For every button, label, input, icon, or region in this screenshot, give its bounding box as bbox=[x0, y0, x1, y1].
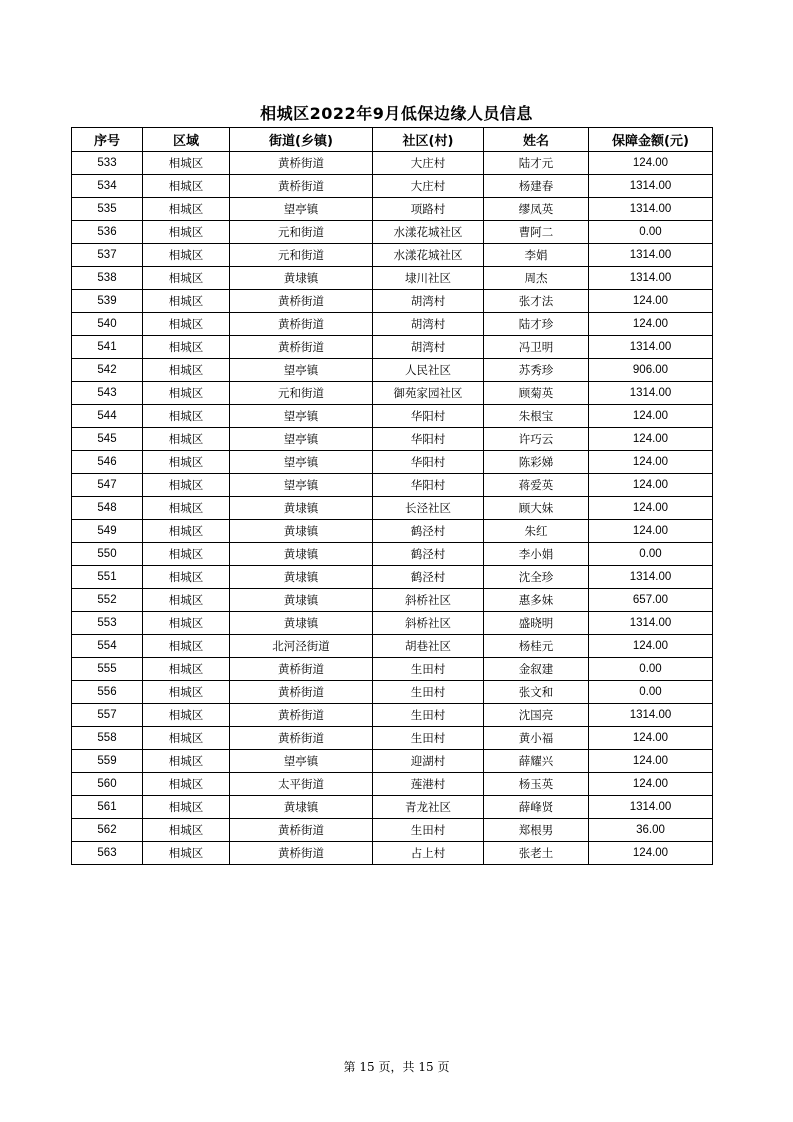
cell-index: 535 bbox=[72, 198, 143, 221]
cell-index: 540 bbox=[72, 313, 143, 336]
cell-street: 黄埭镇 bbox=[230, 267, 373, 290]
cell-district: 相城区 bbox=[143, 658, 230, 681]
cell-amount: 124.00 bbox=[589, 635, 713, 658]
cell-name: 盛晓明 bbox=[484, 612, 589, 635]
cell-index: 539 bbox=[72, 290, 143, 313]
column-header-street: 街道(乡镇) bbox=[230, 128, 373, 152]
cell-street: 黄埭镇 bbox=[230, 612, 373, 635]
cell-street: 黄桥街道 bbox=[230, 727, 373, 750]
cell-community: 御苑家园社区 bbox=[373, 382, 484, 405]
cell-community: 华阳村 bbox=[373, 474, 484, 497]
cell-index: 553 bbox=[72, 612, 143, 635]
cell-index: 545 bbox=[72, 428, 143, 451]
cell-name: 金叙建 bbox=[484, 658, 589, 681]
cell-index: 546 bbox=[72, 451, 143, 474]
cell-index: 554 bbox=[72, 635, 143, 658]
cell-street: 黄埭镇 bbox=[230, 796, 373, 819]
table-row bbox=[72, 727, 713, 750]
cell-street: 黄桥街道 bbox=[230, 681, 373, 704]
cell-community: 占上村 bbox=[373, 842, 484, 865]
cell-district: 相城区 bbox=[143, 198, 230, 221]
cell-amount: 1314.00 bbox=[589, 267, 713, 290]
cell-district: 相城区 bbox=[143, 612, 230, 635]
cell-amount: 124.00 bbox=[589, 750, 713, 773]
table-header-row bbox=[72, 128, 713, 152]
cell-community: 华阳村 bbox=[373, 428, 484, 451]
cell-community: 人民社区 bbox=[373, 359, 484, 382]
cell-street: 黄埭镇 bbox=[230, 566, 373, 589]
cell-name: 朱红 bbox=[484, 520, 589, 543]
cell-district: 相城区 bbox=[143, 589, 230, 612]
cell-index: 558 bbox=[72, 727, 143, 750]
cell-index: 549 bbox=[72, 520, 143, 543]
cell-name: 李娟 bbox=[484, 244, 589, 267]
cell-district: 相城区 bbox=[143, 796, 230, 819]
cell-name: 郑根男 bbox=[484, 819, 589, 842]
cell-community: 水漾花城社区 bbox=[373, 244, 484, 267]
table-row bbox=[72, 750, 713, 773]
cell-name: 冯卫明 bbox=[484, 336, 589, 359]
cell-district: 相城区 bbox=[143, 290, 230, 313]
cell-amount: 124.00 bbox=[589, 727, 713, 750]
cell-name: 许巧云 bbox=[484, 428, 589, 451]
cell-name: 杨桂元 bbox=[484, 635, 589, 658]
cell-district: 相城区 bbox=[143, 267, 230, 290]
cell-name: 缪凤英 bbox=[484, 198, 589, 221]
cell-amount: 906.00 bbox=[589, 359, 713, 382]
cell-index: 559 bbox=[72, 750, 143, 773]
cell-street: 太平街道 bbox=[230, 773, 373, 796]
footer-page-number: 15 bbox=[359, 1060, 375, 1074]
cell-community: 迎湖村 bbox=[373, 750, 484, 773]
cell-index: 555 bbox=[72, 658, 143, 681]
cell-index: 536 bbox=[72, 221, 143, 244]
cell-district: 相城区 bbox=[143, 221, 230, 244]
cell-amount: 124.00 bbox=[589, 474, 713, 497]
cell-amount: 657.00 bbox=[589, 589, 713, 612]
cell-name: 张才法 bbox=[484, 290, 589, 313]
cell-community: 项路村 bbox=[373, 198, 484, 221]
cell-amount: 36.00 bbox=[589, 819, 713, 842]
cell-name: 张文和 bbox=[484, 681, 589, 704]
cell-index: 557 bbox=[72, 704, 143, 727]
cell-street: 黄桥街道 bbox=[230, 175, 373, 198]
table-row bbox=[72, 451, 713, 474]
cell-street: 北河泾街道 bbox=[230, 635, 373, 658]
table-row bbox=[72, 359, 713, 382]
cell-district: 相城区 bbox=[143, 382, 230, 405]
table-row bbox=[72, 267, 713, 290]
table-row bbox=[72, 290, 713, 313]
cell-amount: 0.00 bbox=[589, 658, 713, 681]
cell-street: 黄桥街道 bbox=[230, 313, 373, 336]
cell-community: 大庄村 bbox=[373, 152, 484, 175]
cell-community: 生田村 bbox=[373, 681, 484, 704]
cell-community: 莲港村 bbox=[373, 773, 484, 796]
cell-street: 黄埭镇 bbox=[230, 543, 373, 566]
cell-amount: 124.00 bbox=[589, 497, 713, 520]
cell-street: 黄埭镇 bbox=[230, 589, 373, 612]
cell-index: 537 bbox=[72, 244, 143, 267]
cell-amount: 0.00 bbox=[589, 543, 713, 566]
column-header-index: 序号 bbox=[72, 128, 143, 152]
table-row bbox=[72, 313, 713, 336]
cell-street: 元和街道 bbox=[230, 244, 373, 267]
column-header-community: 社区(村) bbox=[373, 128, 484, 152]
table-row bbox=[72, 681, 713, 704]
table-row bbox=[72, 589, 713, 612]
cell-name: 顾菊英 bbox=[484, 382, 589, 405]
cell-index: 542 bbox=[72, 359, 143, 382]
cell-street: 望亭镇 bbox=[230, 405, 373, 428]
cell-amount: 124.00 bbox=[589, 405, 713, 428]
footer-total-pages: 15 bbox=[418, 1060, 434, 1074]
cell-name: 陆才珍 bbox=[484, 313, 589, 336]
cell-amount: 1314.00 bbox=[589, 704, 713, 727]
cell-community: 生田村 bbox=[373, 819, 484, 842]
cell-index: 552 bbox=[72, 589, 143, 612]
cell-name: 杨建春 bbox=[484, 175, 589, 198]
cell-street: 望亭镇 bbox=[230, 428, 373, 451]
cell-community: 胡巷社区 bbox=[373, 635, 484, 658]
cell-amount: 124.00 bbox=[589, 290, 713, 313]
cell-district: 相城区 bbox=[143, 543, 230, 566]
cell-street: 望亭镇 bbox=[230, 198, 373, 221]
cell-amount: 1314.00 bbox=[589, 244, 713, 267]
cell-index: 547 bbox=[72, 474, 143, 497]
cell-index: 544 bbox=[72, 405, 143, 428]
cell-district: 相城区 bbox=[143, 313, 230, 336]
cell-street: 黄桥街道 bbox=[230, 152, 373, 175]
cell-community: 胡湾村 bbox=[373, 290, 484, 313]
footer-suffix: 页 bbox=[437, 1060, 450, 1074]
cell-district: 相城区 bbox=[143, 359, 230, 382]
cell-index: 551 bbox=[72, 566, 143, 589]
cell-community: 斜桥社区 bbox=[373, 589, 484, 612]
cell-district: 相城区 bbox=[143, 750, 230, 773]
footer-middle: 页，共 bbox=[378, 1060, 415, 1074]
table-row bbox=[72, 474, 713, 497]
cell-amount: 124.00 bbox=[589, 451, 713, 474]
cell-amount: 1314.00 bbox=[589, 175, 713, 198]
cell-name: 苏秀珍 bbox=[484, 359, 589, 382]
cell-name: 陆才元 bbox=[484, 152, 589, 175]
cell-name: 周杰 bbox=[484, 267, 589, 290]
cell-community: 青龙社区 bbox=[373, 796, 484, 819]
cell-street: 黄桥街道 bbox=[230, 336, 373, 359]
cell-district: 相城区 bbox=[143, 474, 230, 497]
cell-street: 望亭镇 bbox=[230, 359, 373, 382]
cell-district: 相城区 bbox=[143, 175, 230, 198]
page-title: 相城区2022年9月低保边缘人员信息 bbox=[260, 104, 533, 123]
cell-community: 生田村 bbox=[373, 658, 484, 681]
cell-index: 562 bbox=[72, 819, 143, 842]
table-row bbox=[72, 244, 713, 267]
cell-street: 黄桥街道 bbox=[230, 290, 373, 313]
table-body bbox=[72, 152, 713, 865]
cell-index: 556 bbox=[72, 681, 143, 704]
cell-index: 563 bbox=[72, 842, 143, 865]
cell-index: 534 bbox=[72, 175, 143, 198]
cell-index: 541 bbox=[72, 336, 143, 359]
cell-community: 鹤泾村 bbox=[373, 520, 484, 543]
cell-amount: 1314.00 bbox=[589, 566, 713, 589]
cell-district: 相城区 bbox=[143, 842, 230, 865]
cell-amount: 1314.00 bbox=[589, 382, 713, 405]
cell-street: 望亭镇 bbox=[230, 750, 373, 773]
cell-amount: 1314.00 bbox=[589, 336, 713, 359]
cell-district: 相城区 bbox=[143, 704, 230, 727]
cell-street: 元和街道 bbox=[230, 221, 373, 244]
cell-name: 曹阿二 bbox=[484, 221, 589, 244]
cell-index: 548 bbox=[72, 497, 143, 520]
data-table bbox=[71, 127, 713, 865]
cell-district: 相城区 bbox=[143, 727, 230, 750]
table-row bbox=[72, 175, 713, 198]
cell-district: 相城区 bbox=[143, 244, 230, 267]
table-row bbox=[72, 658, 713, 681]
cell-street: 黄埭镇 bbox=[230, 497, 373, 520]
cell-amount: 124.00 bbox=[589, 773, 713, 796]
table-row bbox=[72, 612, 713, 635]
table-row bbox=[72, 543, 713, 566]
table-row bbox=[72, 704, 713, 727]
cell-community: 胡湾村 bbox=[373, 336, 484, 359]
table-row bbox=[72, 221, 713, 244]
cell-name: 沈国亮 bbox=[484, 704, 589, 727]
table-row bbox=[72, 428, 713, 451]
cell-index: 533 bbox=[72, 152, 143, 175]
column-header-amount: 保障金额(元) bbox=[589, 128, 713, 152]
cell-district: 相城区 bbox=[143, 428, 230, 451]
cell-amount: 0.00 bbox=[589, 221, 713, 244]
table-row bbox=[72, 198, 713, 221]
cell-name: 薛耀兴 bbox=[484, 750, 589, 773]
cell-community: 胡湾村 bbox=[373, 313, 484, 336]
cell-amount: 124.00 bbox=[589, 842, 713, 865]
cell-name: 黄小福 bbox=[484, 727, 589, 750]
cell-amount: 124.00 bbox=[589, 152, 713, 175]
table-row bbox=[72, 796, 713, 819]
cell-amount: 0.00 bbox=[589, 681, 713, 704]
cell-name: 惠多妹 bbox=[484, 589, 589, 612]
cell-name: 陈彩娣 bbox=[484, 451, 589, 474]
table-row bbox=[72, 382, 713, 405]
cell-street: 黄埭镇 bbox=[230, 520, 373, 543]
cell-street: 望亭镇 bbox=[230, 451, 373, 474]
cell-index: 550 bbox=[72, 543, 143, 566]
cell-community: 华阳村 bbox=[373, 405, 484, 428]
cell-name: 薛峰贤 bbox=[484, 796, 589, 819]
cell-district: 相城区 bbox=[143, 152, 230, 175]
cell-district: 相城区 bbox=[143, 405, 230, 428]
cell-community: 大庄村 bbox=[373, 175, 484, 198]
cell-index: 560 bbox=[72, 773, 143, 796]
cell-index: 561 bbox=[72, 796, 143, 819]
cell-name: 李小娟 bbox=[484, 543, 589, 566]
table-row bbox=[72, 152, 713, 175]
cell-district: 相城区 bbox=[143, 336, 230, 359]
cell-community: 长泾社区 bbox=[373, 497, 484, 520]
cell-street: 黄桥街道 bbox=[230, 819, 373, 842]
cell-community: 斜桥社区 bbox=[373, 612, 484, 635]
cell-name: 朱根宝 bbox=[484, 405, 589, 428]
cell-index: 538 bbox=[72, 267, 143, 290]
table-row bbox=[72, 635, 713, 658]
cell-street: 望亭镇 bbox=[230, 474, 373, 497]
cell-district: 相城区 bbox=[143, 520, 230, 543]
cell-community: 鹤泾村 bbox=[373, 543, 484, 566]
cell-community: 生田村 bbox=[373, 704, 484, 727]
cell-amount: 1314.00 bbox=[589, 796, 713, 819]
table-row bbox=[72, 773, 713, 796]
table-row bbox=[72, 566, 713, 589]
table-row bbox=[72, 520, 713, 543]
page-footer bbox=[0, 1058, 793, 1075]
column-header-name: 姓名 bbox=[484, 128, 589, 152]
cell-district: 相城区 bbox=[143, 819, 230, 842]
cell-street: 黄桥街道 bbox=[230, 842, 373, 865]
footer-prefix: 第 bbox=[343, 1060, 356, 1074]
cell-district: 相城区 bbox=[143, 566, 230, 589]
table-row bbox=[72, 405, 713, 428]
cell-amount: 1314.00 bbox=[589, 198, 713, 221]
cell-amount: 124.00 bbox=[589, 520, 713, 543]
cell-district: 相城区 bbox=[143, 681, 230, 704]
cell-name: 顾大妹 bbox=[484, 497, 589, 520]
cell-street: 黄桥街道 bbox=[230, 704, 373, 727]
cell-name: 杨玉英 bbox=[484, 773, 589, 796]
cell-name: 张老土 bbox=[484, 842, 589, 865]
table-row bbox=[72, 819, 713, 842]
cell-district: 相城区 bbox=[143, 635, 230, 658]
cell-amount: 124.00 bbox=[589, 313, 713, 336]
cell-street: 元和街道 bbox=[230, 382, 373, 405]
cell-community: 鹤泾村 bbox=[373, 566, 484, 589]
cell-district: 相城区 bbox=[143, 773, 230, 796]
cell-name: 沈全珍 bbox=[484, 566, 589, 589]
cell-community: 埭川社区 bbox=[373, 267, 484, 290]
cell-amount: 1314.00 bbox=[589, 612, 713, 635]
cell-street: 黄桥街道 bbox=[230, 658, 373, 681]
cell-name: 蒋爱英 bbox=[484, 474, 589, 497]
cell-community: 生田村 bbox=[373, 727, 484, 750]
cell-community: 华阳村 bbox=[373, 451, 484, 474]
cell-amount: 124.00 bbox=[589, 428, 713, 451]
cell-district: 相城区 bbox=[143, 497, 230, 520]
table-row bbox=[72, 842, 713, 865]
table-row bbox=[72, 497, 713, 520]
cell-community: 水漾花城社区 bbox=[373, 221, 484, 244]
cell-index: 543 bbox=[72, 382, 143, 405]
cell-district: 相城区 bbox=[143, 451, 230, 474]
table-row bbox=[72, 336, 713, 359]
column-header-district: 区域 bbox=[143, 128, 230, 152]
